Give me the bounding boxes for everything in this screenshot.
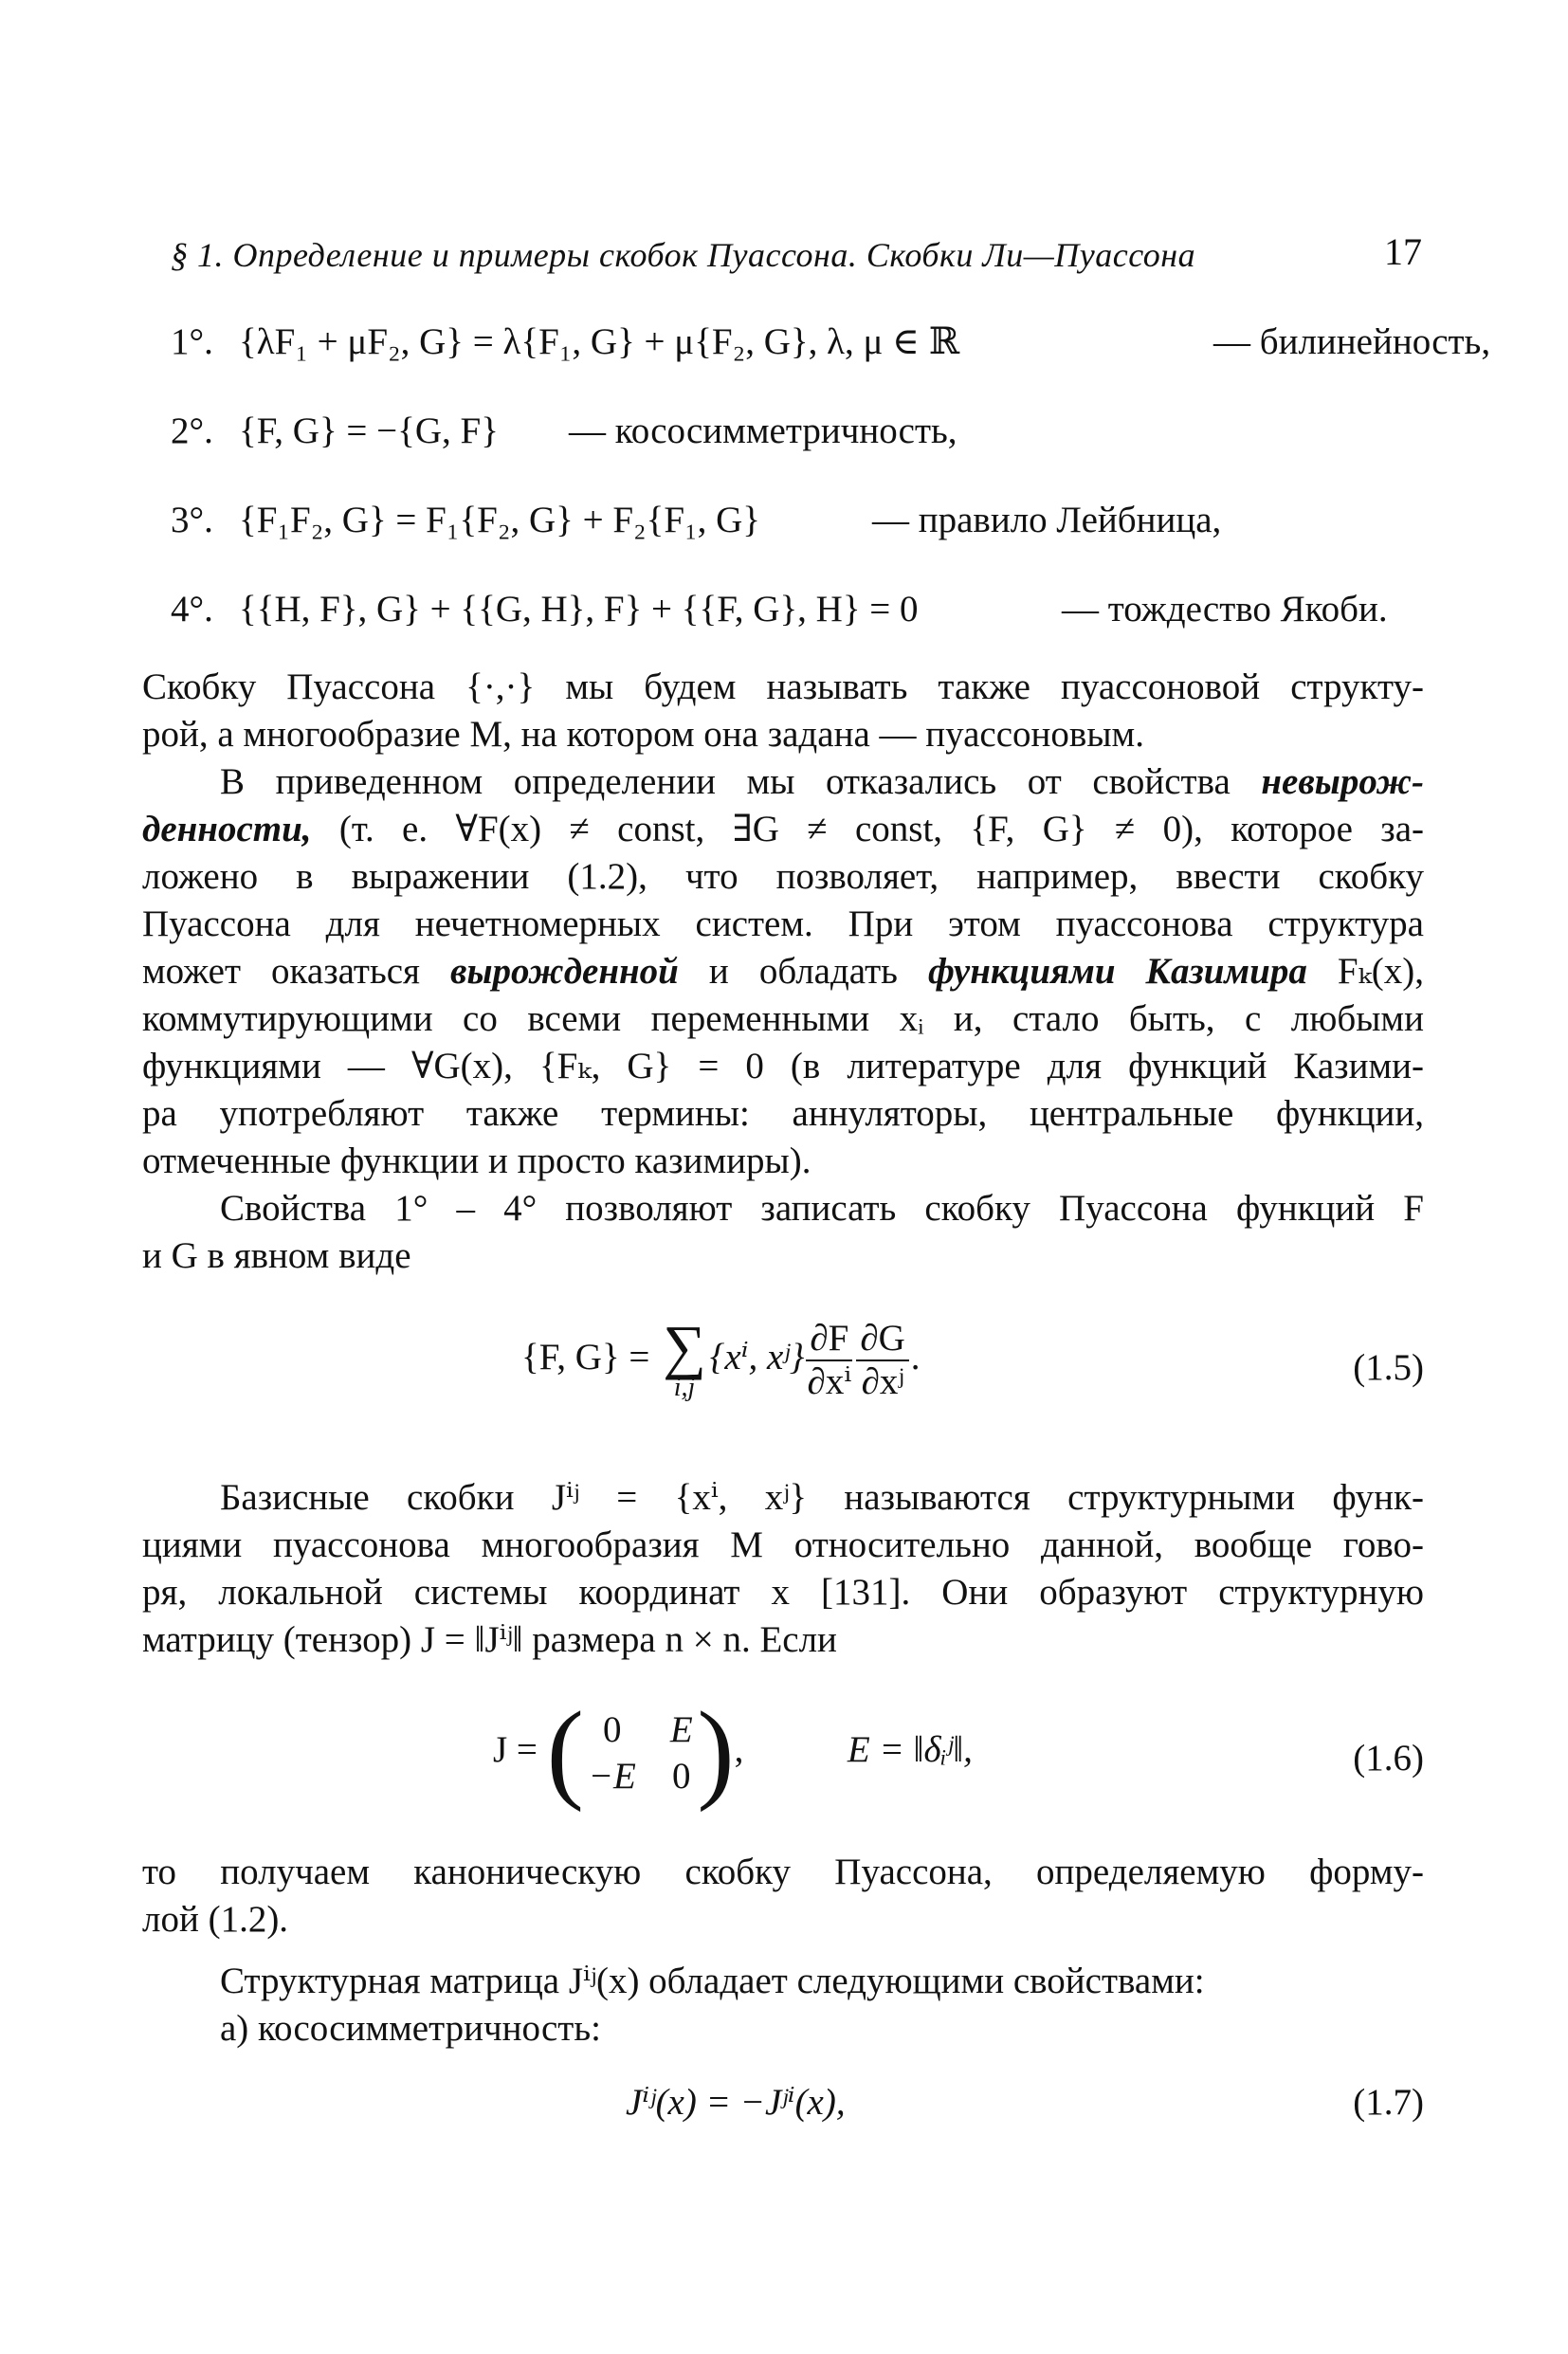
property-formula: {λF₁ + μF₂, G} = λ{F₁, G} + μ{F₂, G}, λ, μ ∈ ℝ <box>239 321 960 362</box>
equation-1-6 <box>142 1688 1424 1820</box>
matrix-cell: −E <box>588 1756 636 1797</box>
text-line: рой, а многообразие M, на котором она задана — пуассоновым. <box>142 714 1144 755</box>
property-mark: 2°. <box>171 411 213 451</box>
page-number: 17 <box>1384 230 1422 273</box>
property-3 <box>171 499 1422 552</box>
emphasis-term: функциями Казимира <box>928 951 1307 992</box>
property-description: — правило Лейбница, <box>872 500 1222 540</box>
denominator: ∂xʲ <box>861 1361 904 1402</box>
right-paren: ) <box>697 1688 735 1813</box>
text-line: лой (1.2). <box>142 1899 289 1940</box>
matrix-cell: E <box>669 1709 693 1750</box>
text-run: и обладать <box>708 951 898 992</box>
text-run: (т. е. ∀F(x) ≠ const, ∃G ≠ const, {F, G} ≠ 0), которое за- <box>338 809 1425 849</box>
emphasis-term: вырожденной <box>450 951 679 992</box>
text-line: циями пуассонова многообразия M относительно данной, вообще гово- <box>142 1524 1424 1565</box>
property-mark: 4°. <box>171 589 213 630</box>
text-line: функциями — ∀G(x), {Fₖ, G} = 0 (в литературе для функций Казими- <box>142 1046 1424 1086</box>
text-line: Базисные скобки Jⁱʲ = {xⁱ, xʲ} называются структурными функ- <box>220 1477 1424 1518</box>
property-mark: 3°. <box>171 500 213 540</box>
text-line <box>142 758 1424 806</box>
denominator: ∂xⁱ <box>807 1361 852 1402</box>
eq-rhs: E = ‖δᵢʲ‖, <box>847 1728 973 1770</box>
sum-sign: ∑ <box>663 1313 706 1380</box>
property-2 <box>171 410 1422 463</box>
matrix-cell: 0 <box>671 1756 691 1797</box>
equation-body <box>521 1313 921 1403</box>
property-description: — тождество Якоби. <box>1062 589 1388 630</box>
eq-expression: Jⁱʲ(x) = −Jʲⁱ(x), <box>626 2082 846 2123</box>
eq-tail: . <box>910 1336 921 1378</box>
text-line: то получаем каноническую скобку Пуассона, определяемую форму- <box>142 1852 1424 1892</box>
paragraph-6 <box>142 1958 1424 2053</box>
property-1 <box>171 320 1491 374</box>
paragraph-3 <box>142 1185 1424 1280</box>
eq-separator: , <box>734 1728 744 1770</box>
text-line: ра употребляют также термины: аннуляторы, центральные функции, <box>142 1093 1424 1134</box>
property-formula: {F, G} = −{G, F} <box>239 411 499 451</box>
block-matrix <box>546 1688 735 1813</box>
text-line: Структурная матрица Jⁱʲ(x) обладает следующими свойствами: <box>220 1961 1205 2001</box>
eq-lhs: {F, G} = <box>521 1336 650 1378</box>
text-line: коммутирующими со всеми переменными xᵢ и, стало быть, с любыми <box>142 998 1424 1039</box>
fraction-dF <box>806 1318 852 1403</box>
numerator: ∂G <box>856 1318 908 1361</box>
equation-body <box>626 2081 846 2124</box>
text-line: а) кососимметричность: <box>220 2008 601 2049</box>
text-run: Fₖ(x), <box>1337 951 1425 992</box>
property-formula: {{H, F}, G} + {{G, H}, F} + {{F, G}, H} = 0 <box>239 589 919 630</box>
text-line <box>142 948 1424 995</box>
text-line: Свойства 1° – 4° позволяют записать скобку Пуассона функций F <box>220 1188 1424 1229</box>
sum-operator <box>663 1313 706 1402</box>
eq-lhs: J = <box>493 1728 538 1770</box>
paragraph-2 <box>142 758 1424 1185</box>
eq-bracket: {xⁱ, xʲ} <box>709 1336 805 1378</box>
equation-1-5 <box>142 1313 1424 1441</box>
sum-index: i,j <box>673 1373 696 1402</box>
emphasis-term: денности, <box>142 809 312 849</box>
text-line: отмеченные функции и просто казимиры). <box>142 1141 811 1181</box>
text-line: ложено в выражении (1.2), что позволяет, например, ввести скобку <box>142 856 1424 897</box>
text-run: В приведенном определении мы отказались от свойства <box>220 761 1231 802</box>
equation-1-7 <box>142 2081 1424 2166</box>
equation-number: (1.5) <box>1353 1347 1424 1388</box>
text-line: ря, локальной системы координат x [131]. Они образуют структурную <box>142 1572 1424 1613</box>
paragraph-5 <box>142 1849 1424 1943</box>
text-line <box>142 806 1424 853</box>
text-run: может оказаться <box>142 951 420 992</box>
property-formula: {F₁F₂, G} = F₁{F₂, G} + F₂{F₁, G} <box>239 500 761 540</box>
paragraph-4 <box>142 1474 1424 1664</box>
text-line: Скобку Пуассона {·,·} мы будем называть также пуассоновой структу- <box>142 666 1424 707</box>
paragraph-1 <box>142 664 1424 758</box>
property-mark: 1°. <box>171 321 213 362</box>
equation-number: (1.6) <box>1353 1738 1424 1779</box>
matrix-cell: 0 <box>602 1709 622 1750</box>
text-line: и G в явном виде <box>142 1235 411 1276</box>
running-header <box>171 230 1422 283</box>
left-paren: ( <box>546 1688 584 1813</box>
equation-number: (1.7) <box>1353 2082 1424 2123</box>
property-description: — билинейность, <box>1213 321 1491 362</box>
numerator: ∂F <box>806 1318 852 1361</box>
section-title: § 1. Определение и примеры скобок Пуассона. Скобки Ли—Пуассона <box>171 236 1196 274</box>
property-description: — кососимметричность, <box>569 411 957 451</box>
property-4 <box>171 588 1422 641</box>
emphasis-term: невырож- <box>1261 761 1425 802</box>
text-line: матрицу (тензор) J = ‖Jⁱʲ‖ размера n × n. Если <box>142 1619 837 1660</box>
equation-body <box>493 1688 973 1813</box>
fraction-dG <box>856 1318 908 1403</box>
text-line: Пуассона для нечетномерных систем. При этом пуассонова структура <box>142 903 1424 944</box>
matrix-grid <box>572 1706 710 1799</box>
